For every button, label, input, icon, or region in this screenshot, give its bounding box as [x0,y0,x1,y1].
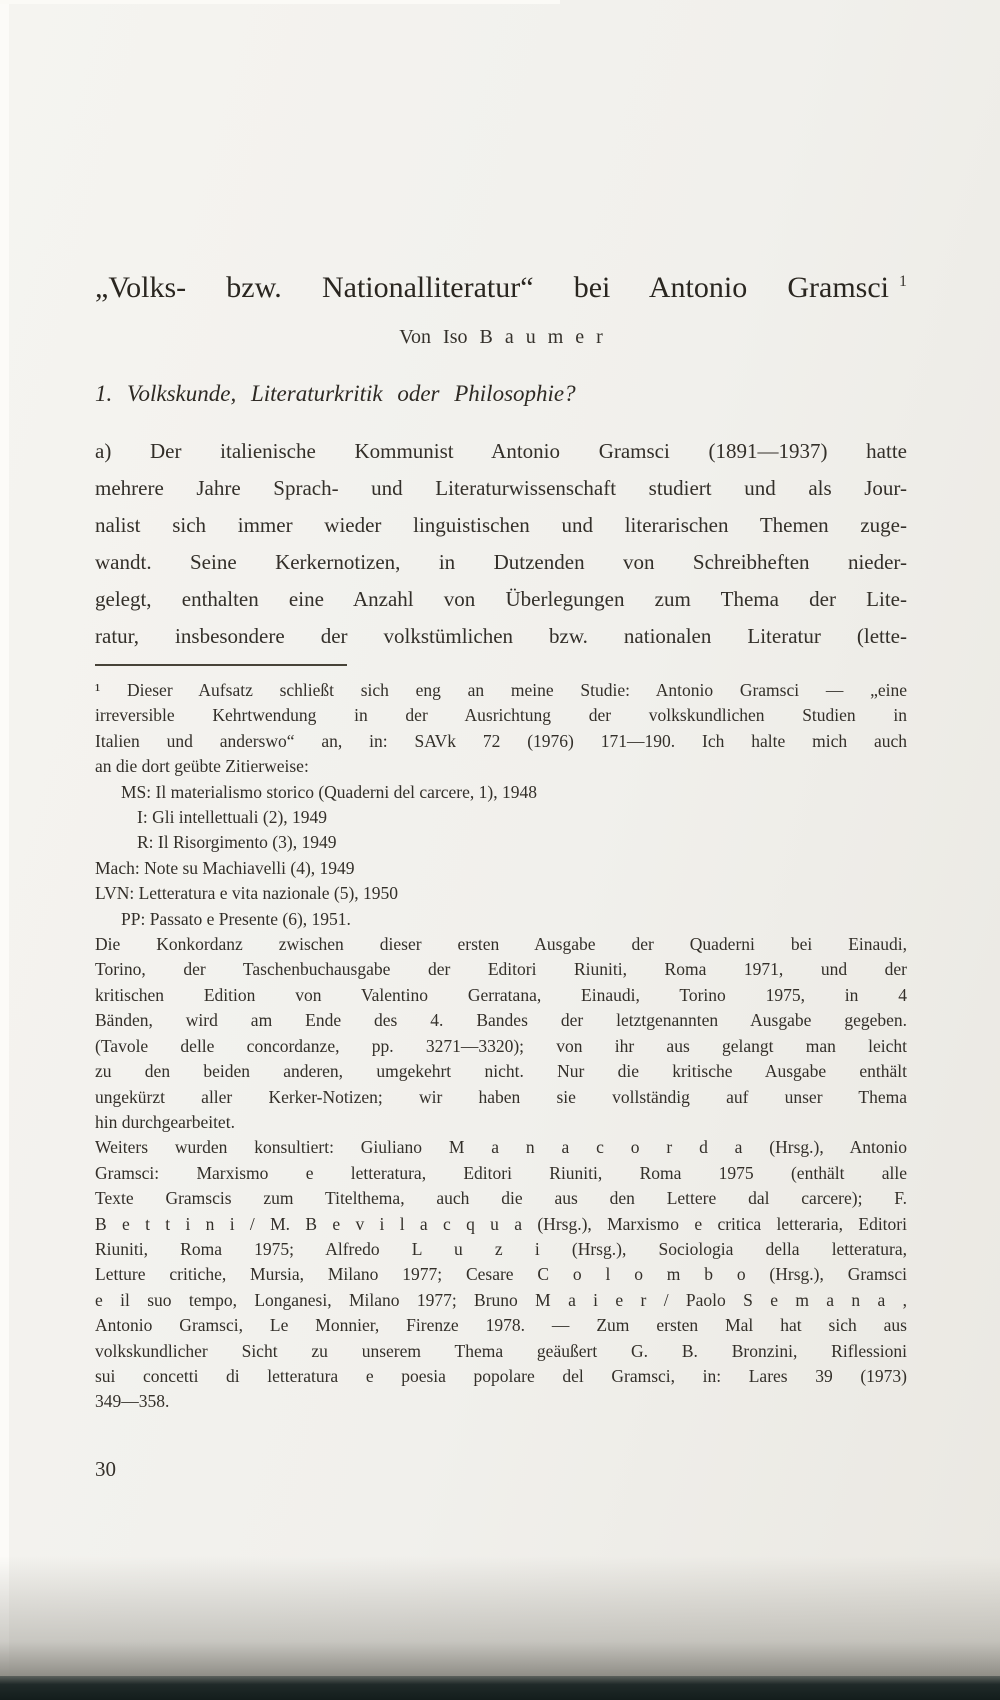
footnote-line: Letture critiche, Mursia, Milano 1977; Cesare C o l o m b o (Hrsg.), Gramsci [95,1264,907,1285]
footnote-line: an die dort geübte Zitierweise: [95,756,309,777]
footnote-line: ungekürzt aller Kerker-Notizen; wir haben sie vollständig auf unser Thema [95,1086,907,1107]
footnote-line: Riuniti, Roma 1975; Alfredo L u z i (Hrsg.), Sociologia della letteratura, [95,1238,907,1259]
footnote-line: R: Il Risorgimento (3), 1949 [137,832,337,853]
body-line: ratur, insbesondere der volkstümlichen bzw. nationalen Literatur (lette- [95,624,907,648]
byline: Von Iso B a u m e r [399,326,603,348]
page-content [95,0,907,1482]
footnote-line: B e t t i n i / M. B e v i l a c q u a (Hrsg.), Marxismo e critica letteraria, Editori [95,1213,907,1234]
section-heading: 1. Volkskunde, Literaturkritik oder Philosophie? [95,381,576,406]
scan-artifact-bottom-fade [0,1556,1000,1678]
body-line: mehrere Jahre Sprach- und Literaturwissenschaft studiert und als Jour- [95,476,907,500]
footnote-line: Torino, der Taschenbuchausgabe der Editori Riuniti, Roma 1971, und der [95,959,907,980]
footnote-line: kritischen Edition von Valentino Gerratana, Einaudi, Torino 1975, in 4 [95,984,907,1005]
footnote-line: Die Konkordanz zwischen dieser ersten Ausgabe der Quaderni bei Einaudi, [95,934,907,955]
footnote [95,678,907,1415]
footnote-line: LVN: Letteratura e vita nazionale (5), 1950 [95,883,399,904]
footnote-line: Mach: Note su Machiavelli (4), 1949 [95,857,355,878]
article-title-text: „Volks- bzw. Nationalliteratur“ bei Antonio Gramsci [95,271,889,304]
body-line: gelegt, enthalten eine Anzahl von Überlegungen zum Thema der Lite- [95,587,907,611]
footnote-line: (Tavole delle concordanze, pp. 3271—3320); von ihr aus gelangt man leicht [95,1035,907,1056]
title-footnote-marker: 1 [899,273,907,290]
footnote-line: e il suo tempo, Longanesi, Milano 1977; Bruno M a i e r / Paolo S e m a n a , [95,1289,907,1310]
footnote-line: PP: Passato e Presente (6), 1951. [121,908,351,929]
footnote-line: Weiters wurden konsultiert: Giuliano M a n a c o r d a (Hrsg.), Antonio [95,1137,907,1158]
scan-artifact-left-edge [0,0,9,1700]
body-line: wandt. Seine Kerkernotizen, in Dutzenden von Schreibheften nieder- [95,550,907,574]
footnote-line: Gramsci: Marxismo e letteratura, Editori Riuniti, Roma 1975 (enthält alle [95,1162,907,1183]
footnote-line: Italien und anderswo“ an, in: SAVk 72 (1976) 171—190. Ich halte mich auch [95,730,907,751]
footnote-line: volkskundlicher Sicht zu unserem Thema geäußert G. B. Bronzini, Riflessioni [95,1340,907,1361]
article-title [95,264,907,306]
body-line: a) Der italienische Kommunist Antonio Gramsci (1891—1937) hatte [95,439,907,463]
footnote-line: ¹ Dieser Aufsatz schließt sich eng an meine Studie: Antonio Gramsci — „eine [95,680,907,700]
footnote-line: MS: Il materialismo storico (Quaderni del carcere, 1), 1948 [121,781,537,802]
footnote-line: Texte Gramscis zum Titelthema, auch die aus den Lettere dal carcere); F. [95,1188,907,1209]
body-paragraph [95,433,907,655]
footnote-line: 349—358. [95,1391,170,1412]
footnote-line: irreversible Kehrtwendung in der Ausrichtung der volkskundlichen Studien in [95,705,907,726]
page-number: 30 [95,1456,116,1481]
scan-artifact-bottom-band [0,1676,1000,1700]
footnote-line: zu den beiden anderen, umgekehrt nicht. Nur die kritische Ausgabe enthält [95,1061,907,1082]
footnote-separator [95,664,347,666]
footnote-line: Antonio Gramsci, Le Monnier, Firenze 1978. — Zum ersten Mal hat sich aus [95,1315,907,1336]
footnote-line: I: Gli intellettuali (2), 1949 [137,807,328,828]
footnote-line: hin durchgearbeitet. [95,1111,235,1132]
footnote-line: Bänden, wird am Ende des 4. Bandes der letztgenannten Ausgabe gegeben. [95,1010,907,1031]
body-line: nalist sich immer wieder linguistischen und literarischen Themen zuge- [95,513,907,537]
footnote-line: sui concetti di letteratura e poesia popolare del Gramsci, in: Lares 39 (1973) [95,1365,907,1386]
